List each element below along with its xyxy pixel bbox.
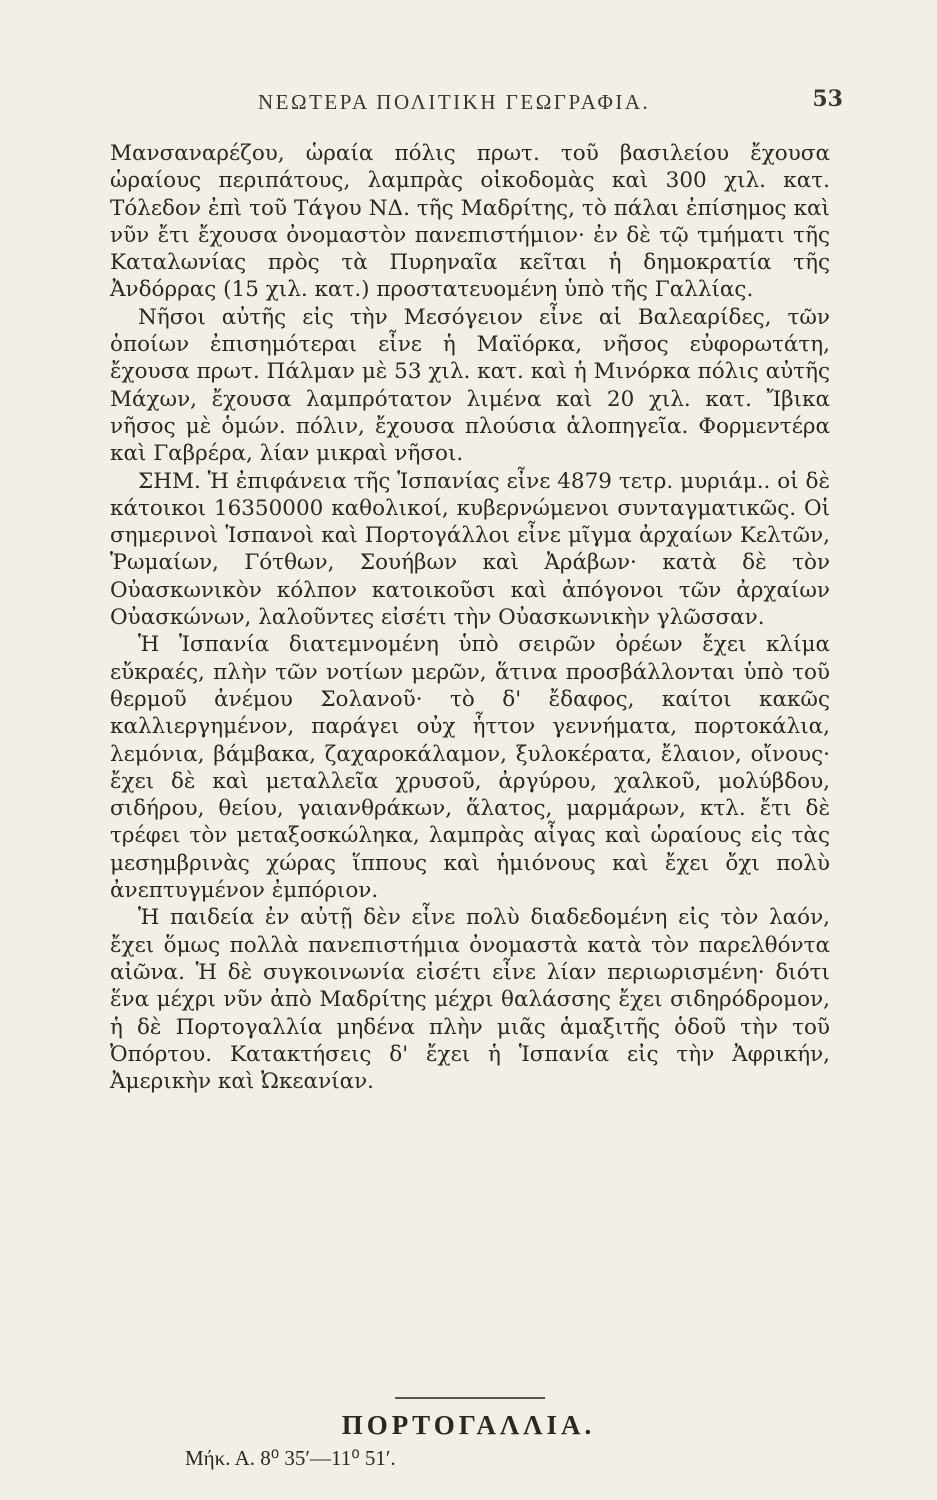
paragraph: Ἡ Ἱσπανία διατεμνομένη ὑπὸ σειρῶν ὀρέων ἔχει κλίμα εὔκραές, πλὴν τῶν νοτίων μερῶν, ἅτινα προσβάλλονται ὑπὸ τοῦ θερμοῦ ἀνέμου Σολανοῦ· τὸ δ' ἔδαφος, καίτοι κακῶς καλλιεργημένον, παράγει οὐχ ἧττον γεννήματα, πορτοκάλια, λεμόνια, βάμβακα, ζαχαροκάλαμον, ξυλοκέρατα, ἔλαιον, οἴνους· ἔχει δὲ καὶ μεταλλεῖα χρυσοῦ, ἀργύρου, χαλκοῦ, μολύβδου, σιδήρου, θείου, γαιανθράκων, ἅλατος, μαρμάρων, κτλ. ἔτι δὲ τρέφει τὸν μεταξοσκώληκα, λαμπρὰς αἶγας καὶ ὡραίους εἰς τὰς μεσημβρινὰς χώρας ἵππους καὶ ἡμιόνους καὶ ἔχει ὄχι πολὺ ἀνεπτυγμένον ἐμπόριον. bbox=[110, 632, 830, 904]
page-number: 53 bbox=[812, 86, 843, 112]
running-title: ΝΕΩΤΕΡΑ ΠΟΛΙΤΙΚΗ ΓΕΩΓΡΑΦΙΑ. bbox=[258, 90, 651, 114]
paragraph: Μανσαναρέζου, ὡραία πόλις πρωτ. τοῦ βασιλείου ἔχουσα ὡραίους περιπάτους, λαμπρὰς οἰκοδομὰς καὶ 300 χιλ. κατ. Τόλεδον ἐπὶ τοῦ Τάγου ΝΔ. τῆς Μαδρίτης, τὸ πάλαι ἐπίσημος καὶ νῦν ἔτι ἔχουσα ὀνομαστὸν πανεπιστήμιον· ἐν δὲ τῷ τμήματι τῆς Καταλωνίας πρὸς τὰ Πυρηναῖα κεῖται ἡ δημοκρατία τῆς Ἀνδόρρας (15 χιλ. κατ.) προστατευομένη ὑπὸ τῆς Γαλλίας. bbox=[110, 141, 830, 303]
running-header bbox=[88, 86, 843, 122]
paragraph: Νῆσοι αὐτῆς εἰς τὴν Μεσόγειον εἶνε αἱ Βαλεαρίδες, τῶν ὁποίων ἐπισημότεραι εἶνε ἡ Μαϊόρκα, νῆσος εὐφορωτάτη, ἔχουσα πρωτ. Πάλμαν μὲ 53 χιλ. κατ. καὶ ἡ Μινόρκα πόλις αὐτῆς Μάχων, ἔχουσα λαμπρότατον λιμένα καὶ 20 χιλ. κατ. Ἴβικα νῆσος μὲ ὁμών. πόλιν, ἔχουσα πλούσια ἁλοπηγεῖα. Φορμεντέρα καὶ Γαβρέρα, λίαν μικραὶ νῆσοι. bbox=[110, 304, 830, 467]
section-divider bbox=[395, 1397, 545, 1399]
body-text bbox=[110, 140, 830, 1095]
longitude-line: Μήκ. Α. 8⁰ 35′—11⁰ 51′. bbox=[185, 1446, 396, 1470]
section-title: ΠΟΡΤΟΓΑΛΛΙΑ. bbox=[341, 1410, 596, 1440]
paragraph: Ἡ παιδεία ἐν αὐτῇ δὲν εἶνε πολὺ διαδεδομένη εἰς τὸν λαόν, ἔχει ὅμως πολλὰ πανεπιστήμια ὀνομαστὰ κατὰ τὸν παρελθόντα αἰῶνα. Ἡ δὲ συγκοινωνία εἰσέτι εἶνε λίαν περιωρισμένη· διότι ἕνα μέχρι νῦν ἀπὸ Μαδρίτης μέχρι θαλάσσης ἔχει σιδηρόδρομον, ἡ δὲ Πορτογαλλία μηδένα πλὴν μιᾶς ἁμαξιτῆς ὁδοῦ τὴν τοῦ Ὀπόρτου. Κατακτήσεις δ' ἔχει ἡ Ἱσπανία εἰς τὴν Ἀφρικήν, Ἀμερικὴν καὶ Ὠκεανίαν. bbox=[110, 905, 830, 1095]
coordinates bbox=[185, 1445, 396, 1472]
paragraph: ΣΗΜ. Ἡ ἐπιφάνεια τῆς Ἱσπανίας εἶνε 4879 τετρ. μυριάμ.. οἱ δὲ κάτοικοι 16350000 καθολικοί, κυβερνώμενοι συνταγματικῶς. Οἱ σημερινοὶ Ἱσπανοὶ καὶ Πορτογάλλοι εἶνε μῖγμα ἀρχαίων Κελτῶν, Ῥωμαίων, Γότθων, Σουήβων καὶ Ἀράβων· κατὰ δὲ τὸν Οὐασκωνικὸν κόλπον κατοικοῦσι καὶ ἀπόγονοι τῶν ἀρχαίων Οὐασκώνων, λαλοῦντες εἰσέτι τὴν Οὐασκωνικὴν γλῶσσαν. bbox=[110, 468, 830, 631]
